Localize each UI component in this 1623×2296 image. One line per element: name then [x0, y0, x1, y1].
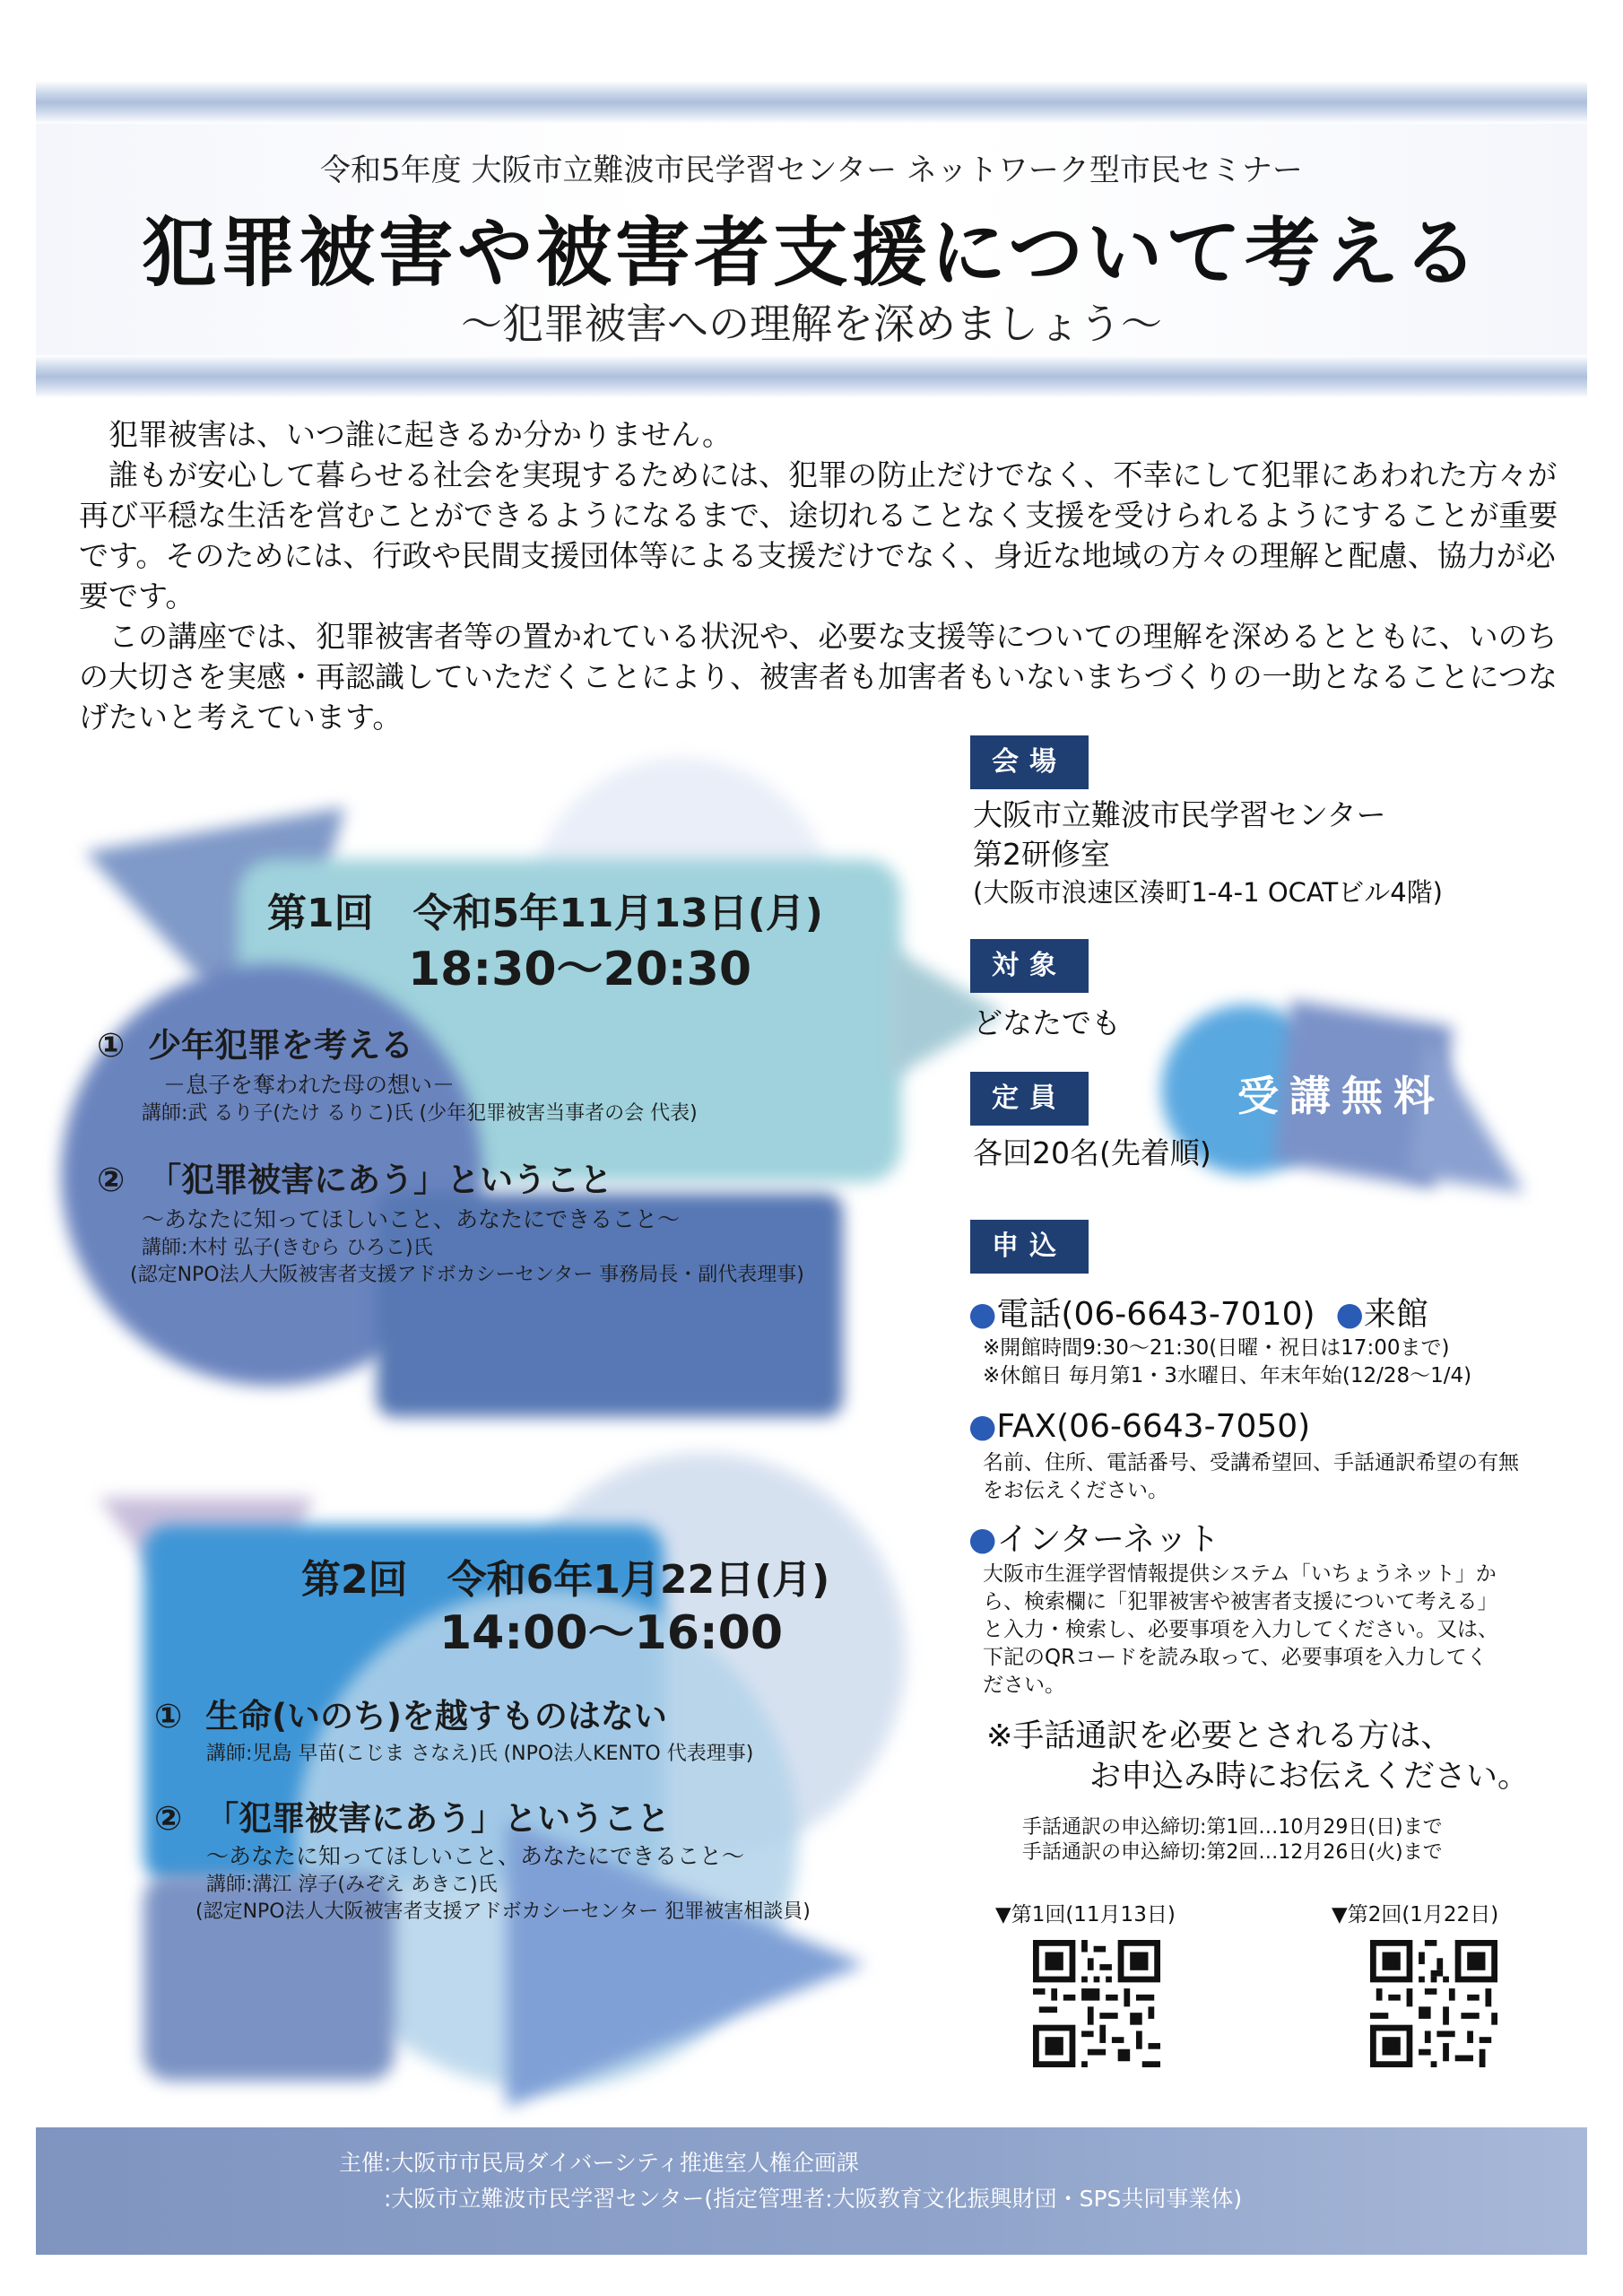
- phone-number: 電話(06-6643-7010): [996, 1296, 1315, 1333]
- internet-label: インターネット: [996, 1521, 1220, 1558]
- session2-lecture2-title: [154, 1791, 670, 1839]
- intro-paragraph-1: 犯罪被害は、いつ誰に起きるか分かりません。: [108, 417, 732, 452]
- intro-text: [79, 414, 1558, 737]
- session1-lecture1-subtitle: －息子を奪われた母の想い－: [163, 1072, 456, 1098]
- internet-note-3: と入力・検索し、必要事項を入力してください。又は、: [983, 1618, 1498, 1641]
- lecture-title: 少年犯罪を考える: [148, 1026, 414, 1065]
- lecture-title: 「犯罪被害にあう」ということ: [148, 1161, 613, 1199]
- internet-note-2: ら、検索欄に「犯罪被害や被害者支援について考える」: [983, 1590, 1498, 1613]
- lecture-number: ②: [154, 1799, 183, 1838]
- top-stripe-2: [36, 355, 1587, 398]
- top-stripe-1: [36, 81, 1587, 124]
- apply-internet: [968, 1521, 1219, 1559]
- session2-lecture2-affiliation: (認定NPO法人大阪被害者支援アドボカシーセンター 犯罪被害相談員): [195, 1900, 811, 1923]
- session2-time: 14:00～16:00: [439, 1606, 784, 1660]
- session2-date: 第2回 令和6年1月22日(月): [301, 1557, 830, 1603]
- closed-note: ※休館日 毎月第1・3水曜日、年末年始(12/28～1/4): [983, 1364, 1472, 1387]
- target-tag: 対象: [970, 939, 1089, 993]
- free-badge: 受講無料: [1237, 1072, 1445, 1120]
- capacity-tag: 定員: [970, 1072, 1089, 1126]
- session1-lecture1-title: [97, 1018, 413, 1066]
- qr-code-session1[interactable]: [1033, 1940, 1160, 2067]
- page-title: 犯罪被害や被害者支援について考える: [141, 209, 1482, 297]
- internet-note-5: ださい。: [983, 1674, 1065, 1697]
- session2-lecture2-subtitle: ～あなたに知ってほしいこと、あなたにできること～: [206, 1843, 745, 1869]
- session1-lecture1-lecturer: 講師:武 るり子(たけ るりこ)氏 (少年犯罪被害当事者の会 代表): [142, 1102, 698, 1125]
- apply-tag: 申込: [970, 1220, 1089, 1274]
- lecture-number: ①: [154, 1697, 183, 1735]
- session2-lecture1-title: [154, 1689, 667, 1737]
- session1-date: 第1回 令和5年11月13日(月): [267, 891, 823, 936]
- fax-note-2: をお伝えください。: [983, 1479, 1168, 1502]
- session1-lecture2-subtitle: ～あなたに知ってほしいこと、あなたにできること～: [142, 1206, 681, 1232]
- lecture-number: ②: [97, 1161, 126, 1199]
- session1-lecture2-lecturer: 講師:木村 弘子(きむら ひろこ)氏: [142, 1237, 433, 1259]
- sign-language-note-1: ※手話通訳を必要とされる方は、: [986, 1718, 1453, 1754]
- seminar-series: 令和5年度 大阪市立難波市民学習センター ネットワーク型市民セミナー: [320, 152, 1303, 188]
- organizer-line-1: 主催:大阪市市民局ダイバーシティ推進室人権企画課: [339, 2150, 859, 2176]
- intro-paragraph-3: この講座では、犯罪被害者等の置かれている状況や、必要な支援等についての理解を深めるとともに、いのちの大切さを実感・再認識していただくことにより、被害者も加害者もいないまちづくりの一助となることにつなげたいと考えています。: [79, 619, 1558, 735]
- session1-lecture2-affiliation: (認定NPO法人大阪被害者支援アドボカシーセンター 事務局長・副代表理事): [130, 1264, 804, 1286]
- bullet-icon: ●: [968, 1408, 997, 1445]
- fax-note-1: 名前、住所、電話番号、受講希望回、手話通訳希望の有無: [983, 1451, 1519, 1474]
- page-subtitle: ～犯罪被害への理解を深めましょう～: [461, 300, 1162, 348]
- venue-name-1: 大阪市立難波市民学習センター: [973, 797, 1386, 832]
- internet-note-4: 下記のQRコードを読み取って、必要事項を入力してく: [983, 1646, 1488, 1669]
- sign-deadline-1: 手話通訳の申込締切:第1回…10月29日(日)まで: [1022, 1816, 1443, 1839]
- apply-phone: [968, 1296, 1428, 1334]
- capacity-value: 各回20名(先着順): [973, 1135, 1211, 1170]
- session1-lecture2-title: [97, 1152, 612, 1201]
- venue-tag: 会場: [970, 735, 1089, 789]
- fax-number: FAX(06-6643-7050): [996, 1408, 1311, 1445]
- internet-note-1: 大阪市生涯学習情報提供システム「いちょうネット」か: [983, 1562, 1497, 1586]
- apply-fax: [968, 1408, 1310, 1446]
- sign-language-note-2: お申込み時にお伝えください。: [1089, 1759, 1530, 1795]
- organizer-line-2: :大阪市立難波市民学習センター(指定管理者:大阪教育文化振興財団・SPS共同事業体): [384, 2186, 1243, 2212]
- session2-lecture2-lecturer: 講師:溝江 淳子(みぞえ あきこ)氏: [206, 1874, 498, 1896]
- lecture-title: 「犯罪被害にあう」ということ: [205, 1799, 671, 1838]
- lecture-number: ①: [97, 1026, 126, 1065]
- visit-label: 来館: [1363, 1296, 1428, 1333]
- bullet-icon: ●: [968, 1296, 997, 1333]
- lecture-title: 生命(いのち)を越すものはない: [205, 1697, 667, 1735]
- venue-name-2: 第2研修室: [973, 837, 1110, 872]
- qr2-label: ▼第2回(1月22日): [1332, 1903, 1499, 1926]
- qr-code-session2[interactable]: [1370, 1940, 1497, 2067]
- bullet-icon: ●: [1335, 1296, 1364, 1333]
- intro-paragraph-2: 誰もが安心して暮らせる社会を実現するためには、犯罪の防止だけでなく、不幸にして犯罪にあわれた方々が再び平穏な生活を営むことができるようになるまで、途切れることなく支援を受けられるようにすることが重要です。そのためには、行政や民間支援団体等による支援だけでなく、身近な地域の方々の理解と配慮、協力が必要です。: [79, 457, 1558, 613]
- venue-address: (大阪市浪速区湊町1-4-1 OCATビル4階): [973, 877, 1443, 908]
- bullet-icon: ●: [968, 1521, 997, 1558]
- target-value: どなたでも: [973, 1005, 1121, 1040]
- session2-lecture1-lecturer: 講師:児島 早苗(こじま さなえ)氏 (NPO法人KENTO 代表理事): [206, 1743, 754, 1765]
- sign-deadline-2: 手話通訳の申込締切:第2回…12月26日(火)まで: [1022, 1841, 1443, 1864]
- qr1-label: ▼第1回(11月13日): [995, 1903, 1176, 1926]
- session1-time: 18:30～20:30: [408, 943, 752, 996]
- hours-note: ※開館時間9:30～21:30(日曜・祝日は17:00まで): [983, 1336, 1450, 1360]
